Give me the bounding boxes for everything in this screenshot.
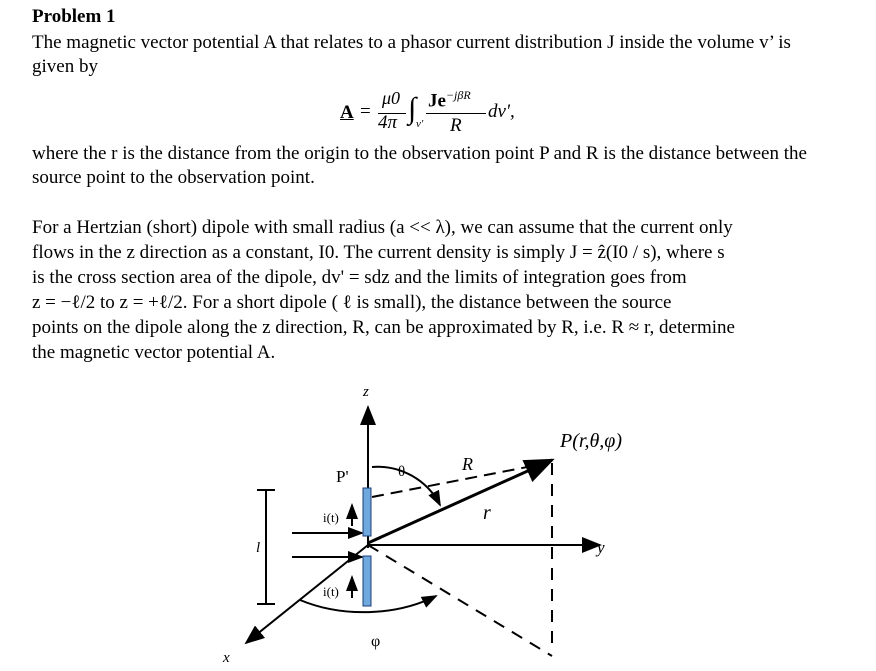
eq-four-pi: 4π xyxy=(378,112,398,133)
eq-equals: = xyxy=(360,101,371,122)
eq-differential: dv', xyxy=(488,101,515,122)
x-axis xyxy=(246,545,368,643)
y-axis-label: y xyxy=(597,538,605,557)
r-label: r xyxy=(483,502,491,524)
eq-mu: μ0 xyxy=(381,88,401,108)
current-label-lower: i(t) xyxy=(323,584,339,599)
dipole-lower-arm xyxy=(363,556,371,606)
length-label: l xyxy=(256,540,261,556)
dipole-line-4: z = −ℓ/2 to z = +ℓ/2. For a short dipole ( ℓ is small), the distance between the source xyxy=(32,292,672,313)
p-point-label: P(r,θ,φ) xyxy=(560,430,622,452)
eq-exponent: −jβR xyxy=(445,88,471,102)
R-label: R xyxy=(462,454,473,474)
problem-title: Problem 1 xyxy=(32,6,116,27)
p-projection-diagonal xyxy=(368,545,552,656)
p-prime-label: P' xyxy=(336,467,349,486)
eq-numerator: $Je^{-j\beta R}$ xyxy=(428,88,471,112)
dipole-line-1: For a Hertzian (short) dipole with small radius (a << λ), we can assume that the current only xyxy=(32,217,733,238)
dipole-line-6: the magnetic vector potential A. xyxy=(32,342,276,363)
dipole-line-2: flows in the z direction as a constant, I0. The current density is simply J = ẑ(I0 / s), where s xyxy=(32,242,725,263)
eq-lhs: A xyxy=(340,102,354,123)
eq-integral-region: v' xyxy=(416,118,424,130)
dipole-line-5: points on the dipole along the z direction, R, can be approximated by R, i.e. R ≈ r, determine xyxy=(32,317,735,338)
r-vector xyxy=(368,460,552,543)
intro-paragraph: The magnetic vector potential A that relates to a phasor current distribution J inside the volume v’ is given by xyxy=(32,32,791,77)
z-axis-label: z xyxy=(363,384,369,400)
eq-denominator: R xyxy=(450,115,462,136)
current-label-upper: i(t) xyxy=(323,510,339,525)
theta-label: θ xyxy=(398,464,406,480)
eq-integral-sign: ∫ xyxy=(408,92,417,125)
dipole-upper-arm xyxy=(363,488,371,536)
x-axis-label: x xyxy=(223,650,230,666)
phi-label: φ xyxy=(371,633,381,650)
definition-paragraph: where the r is the distance from the origin to the observation point P and R is the distance between the source point to the observation point. xyxy=(32,143,807,188)
dipole-line-3: is the cross section area of the dipole, dv' = sdz and the limits of integration goes from xyxy=(32,267,687,288)
